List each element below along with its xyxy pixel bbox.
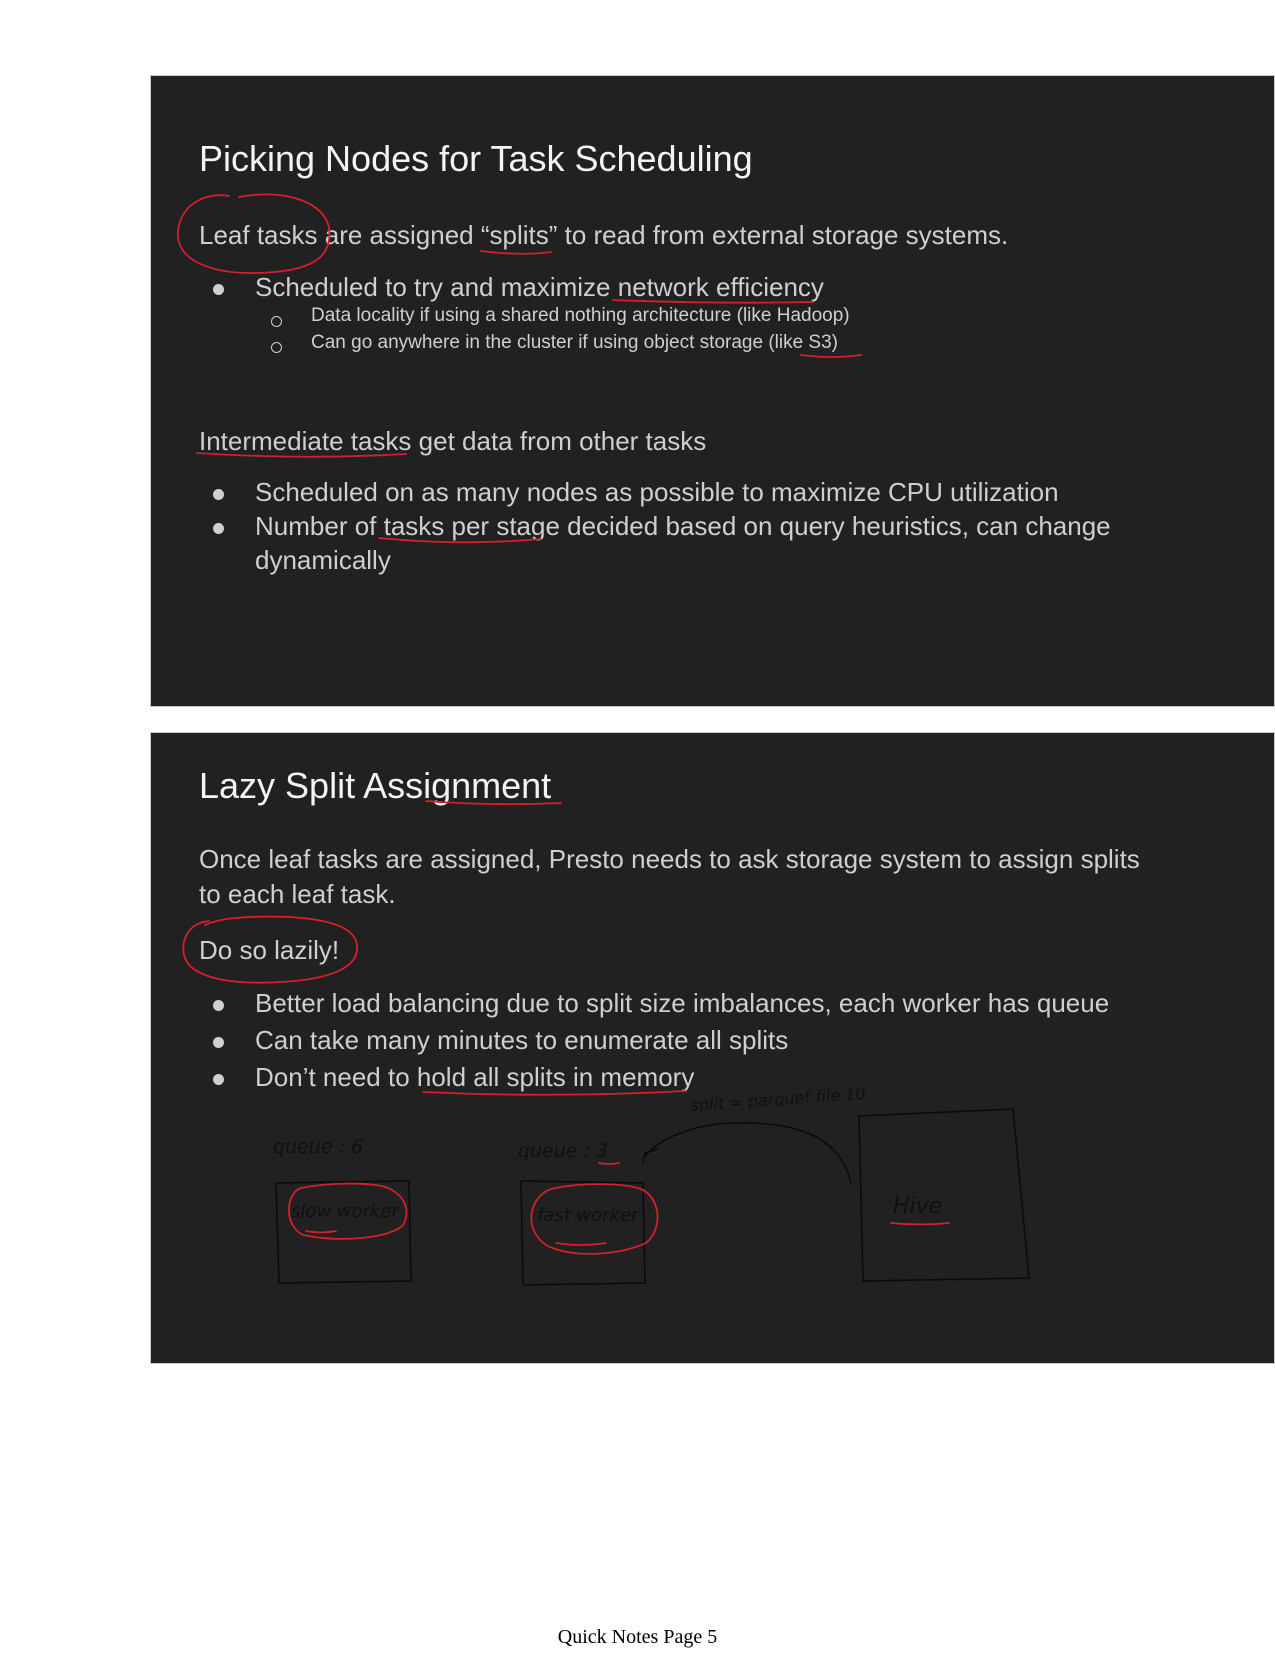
arrow-head-icon [643,1149,657,1163]
sub-bullet-ring [271,316,282,327]
bullet-dot [213,489,224,500]
bullet-tasks-per-stage-cont: dynamically [255,545,391,575]
fast-worker-circle [531,1184,657,1254]
bullet-enumerate-splits: Can take many minutes to enumerate all splits [255,1025,789,1055]
hive-box [859,1109,1029,1281]
paragraph-presto-line1: Once leaf tasks are assigned, Presto needs to ask storage system to assign splits [199,844,1140,874]
slide-picking-nodes [150,75,1275,707]
sub-bullet-data-locality: Data locality if using a shared nothing architecture (like Hadoop) [311,305,850,326]
fast-underline [556,1243,606,1245]
fast-worker-label: fast worker [537,1205,639,1226]
bullet-load-balancing: Better load balancing due to split size imbalances, each worker has queue [255,988,1110,1018]
slow-underline [306,1231,336,1233]
hive-label: Hive [893,1194,943,1219]
page-footer: Quick Notes Page 5 [557,1626,718,1648]
queue-three-underline [599,1163,619,1164]
slide-title: Picking Nodes for Task Scheduling [199,138,753,179]
bullet-cpu-utilization: Scheduled on as many nodes as possible to maximize CPU utilization [255,477,1059,507]
paragraph-intermediate-tasks: Intermediate tasks get data from other tasks [199,426,707,456]
slide-title: Lazy Split Assignment [199,765,552,806]
slow-worker-box [276,1181,411,1283]
hive-underline [891,1223,949,1225]
split-arrow [645,1123,851,1183]
slide-lazy-split [150,732,1275,1364]
bullet-network-efficiency: Scheduled to try and maximize network efficiency [255,272,824,302]
bullet-hold-splits: Don’t need to hold all splits in memory [255,1062,695,1092]
paragraph-do-so-lazily: Do so lazily! [199,935,340,965]
fast-worker-box [521,1181,645,1285]
slow-worker-circle [289,1184,407,1239]
bullet-dot [213,1000,224,1011]
bullet-tasks-per-stage: Number of tasks per stage decided based on query heuristics, can change [255,511,1111,541]
bullet-dot [213,284,224,295]
bullet-dot [213,523,224,534]
paragraph-leaf-tasks: Leaf tasks are assigned “splits” to read from external storage systems. [199,220,1009,250]
slow-worker-label: slow worker [291,1201,399,1222]
queue-slow-label: queue : 6 [273,1136,364,1158]
splits-underline [481,251,551,254]
sub-bullet-object-storage: Can go anywhere in the cluster if using object storage (like S3) [311,332,838,353]
split-annotation: split = parquet file 10 [689,1083,867,1115]
paragraph-presto-line2: to each leaf task. [199,879,396,909]
like-s3-underline [801,355,861,357]
sub-bullet-ring [271,342,282,353]
bullet-dot [213,1074,224,1085]
queue-fast-label: queue : 3 [518,1140,609,1162]
bullet-dot [213,1037,224,1048]
